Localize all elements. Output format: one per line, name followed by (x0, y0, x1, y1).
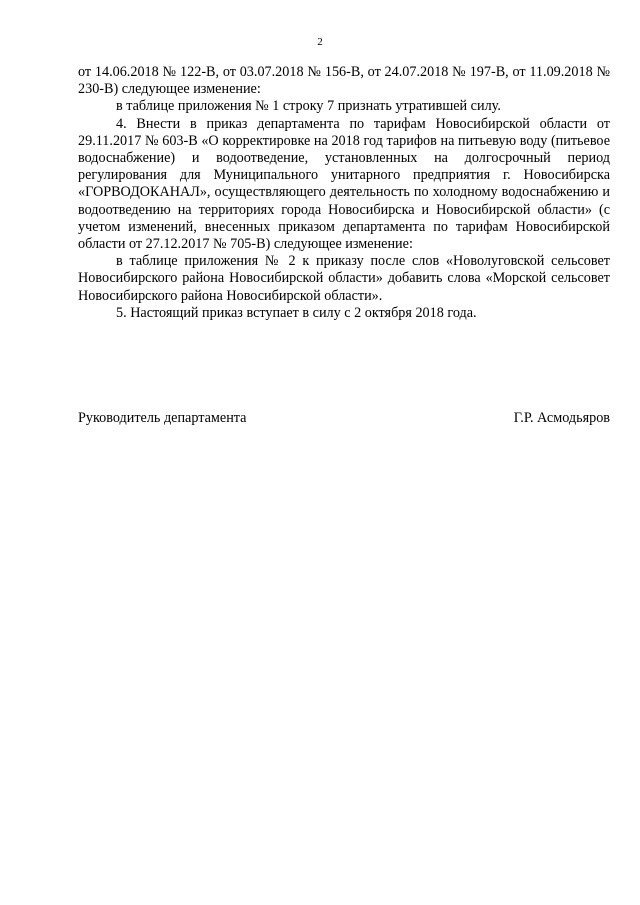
paragraph-item-5: 5. Настоящий приказ вступает в силу с 2 октября 2018 года. (116, 304, 477, 321)
signature-block (78, 410, 610, 427)
paragraph-table-change-2: в таблице приложения № 2 к приказу после слов «Новолуговской сельсовет Новосибирского района Новосибирской области» добавить слова «Морской сельсовет Новосибирского района Новосибирской области». (78, 253, 610, 304)
paragraph-continuation: от 14.06.2018 № 122-В, от 03.07.2018 № 156-В, от 24.07.2018 № 197-В, от 11.09.2018 № 230-В) следующее изменение: (78, 64, 610, 98)
document-body (78, 64, 610, 322)
paragraph-table-change-1: в таблице приложения № 1 строку 7 признать утратившей силу. (116, 98, 501, 115)
paragraph-item-4: 4. Внести в приказ департамента по тарифам Новосибирской области от 29.11.2017 № 603-В «О корректировке на 2018 год тарифов на питьевую воду (питьевое водоснабжение) и водоотведение, установленных на долгосрочный период регулирования для Муниципального унитарного предприятия г. Новосибирска «ГОРВОДОКАНАЛ», осуществляющего деятельность по холодному водоснабжению и водоотведению на территориях города Новосибирска и Новосибирской области» (с учетом изменений, внесенных приказом департамента по тарифам Новосибирской области от 27.12.2017 № 705-В) следующее изменение: (78, 115, 610, 253)
page-number: 2 (317, 36, 323, 48)
signatory-position: Руководитель департамента (78, 410, 247, 426)
signatory-name: Г.Р. Асмодьяров (513, 410, 610, 426)
